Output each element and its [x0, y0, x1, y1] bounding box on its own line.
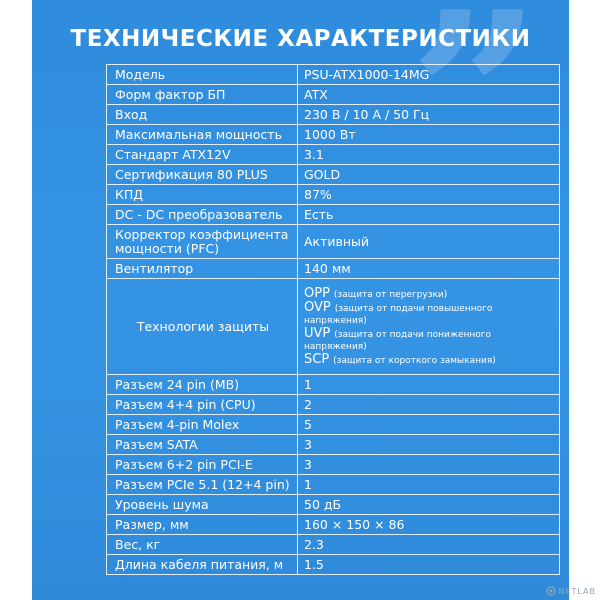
table-row [107, 165, 560, 185]
spec-value: 160 × 150 × 86 [298, 515, 560, 535]
spec-value: 140 мм [298, 259, 560, 279]
spec-value: 87% [298, 185, 560, 205]
spec-label: DC - DC преобразователь [107, 205, 298, 225]
spec-label: Максимальная мощность [107, 125, 298, 145]
protection-label: Технологии защиты [107, 279, 298, 375]
spec-value: 3 [298, 455, 560, 475]
spec-value: 1000 Вт [298, 125, 560, 145]
spec-label: Разъем 6+2 pin PCI-E [107, 455, 298, 475]
spec-label: Размер, мм [107, 515, 298, 535]
spec-label: Вход [107, 105, 298, 125]
spec-value: 1 [298, 375, 560, 395]
spec-table [106, 64, 560, 575]
table-row [107, 535, 560, 555]
netlab-watermark [546, 586, 596, 596]
table-row [107, 455, 560, 475]
protection-code: OPP [304, 285, 330, 301]
spec-panel [32, 0, 569, 600]
protection-note: (защита от подачи повышенного напряжения) [304, 303, 493, 326]
table-row [107, 515, 560, 535]
spec-value: 1 [298, 475, 560, 495]
spec-value: Активный [298, 225, 560, 259]
protection-code: SCP [304, 351, 330, 367]
spec-label: Корректор коэффициента мощности (PFC) [107, 225, 298, 259]
spec-label: Модель [107, 65, 298, 85]
spec-label: Разъем 4-pin Molex [107, 415, 298, 435]
spec-label: Вес, кг [107, 535, 298, 555]
spec-value: 1.5 [298, 555, 560, 575]
quote-mark-decoration: ” [408, 0, 541, 232]
table-row [107, 205, 560, 225]
protection-row [107, 279, 560, 375]
page-title: ТЕХНИЧЕСКИЕ ХАРАКТЕРИСТИКИ [70, 26, 531, 52]
spec-label: Разъем 4+4 pin (CPU) [107, 395, 298, 415]
spec-value: 230 В / 10 А / 50 Гц [298, 105, 560, 125]
spec-label: Разъем 24 pin (MB) [107, 375, 298, 395]
table-row [107, 125, 560, 145]
spec-value: 2 [298, 395, 560, 415]
spec-label: Длина кабеля питания, м [107, 555, 298, 575]
spec-value: ATX [298, 85, 560, 105]
spec-label: Вентилятор [107, 259, 298, 279]
spec-value: Есть [298, 205, 560, 225]
spec-label: Разъем PCIe 5.1 (12+4 pin) [107, 475, 298, 495]
table-row [107, 85, 560, 105]
table-row [107, 225, 560, 259]
spec-value: 5 [298, 415, 560, 435]
table-row [107, 185, 560, 205]
table-row [107, 65, 560, 85]
spec-value: 2.3 [298, 535, 560, 555]
table-row [107, 555, 560, 575]
table-row [107, 145, 560, 165]
protection-item [304, 351, 553, 367]
spec-label: Форм фактор БП [107, 85, 298, 105]
protection-note: (защита от подачи пониженного напряжения) [304, 329, 492, 352]
protection-code: UVP [304, 325, 331, 341]
spec-label: Сертификация 80 PLUS [107, 165, 298, 185]
protection-item [304, 285, 553, 301]
spec-value: PSU-ATX1000-14MG [298, 65, 560, 85]
netlab-logo-icon [546, 586, 556, 596]
spec-value: 50 дБ [298, 495, 560, 515]
table-row [107, 105, 560, 125]
protection-list [298, 279, 560, 375]
table-row [107, 415, 560, 435]
spec-label: КПД [107, 185, 298, 205]
spec-label: Разъем SATA [107, 435, 298, 455]
spec-value: GOLD [298, 165, 560, 185]
table-row [107, 495, 560, 515]
spec-label: Стандарт ATX12V [107, 145, 298, 165]
protection-item [304, 325, 553, 352]
protection-code: OVP [304, 299, 331, 315]
spec-value: 3 [298, 435, 560, 455]
spec-label: Уровень шума [107, 495, 298, 515]
table-row [107, 259, 560, 279]
protection-item [304, 299, 553, 326]
table-row [107, 435, 560, 455]
protection-note: (защита от короткого замыкания) [333, 355, 496, 366]
table-row [107, 475, 560, 495]
table-row [107, 395, 560, 415]
table-row [107, 375, 560, 395]
watermark-text: NETLAB [558, 586, 596, 596]
spec-value: 3.1 [298, 145, 560, 165]
protection-note: (защита от перегрузки) [333, 289, 448, 300]
